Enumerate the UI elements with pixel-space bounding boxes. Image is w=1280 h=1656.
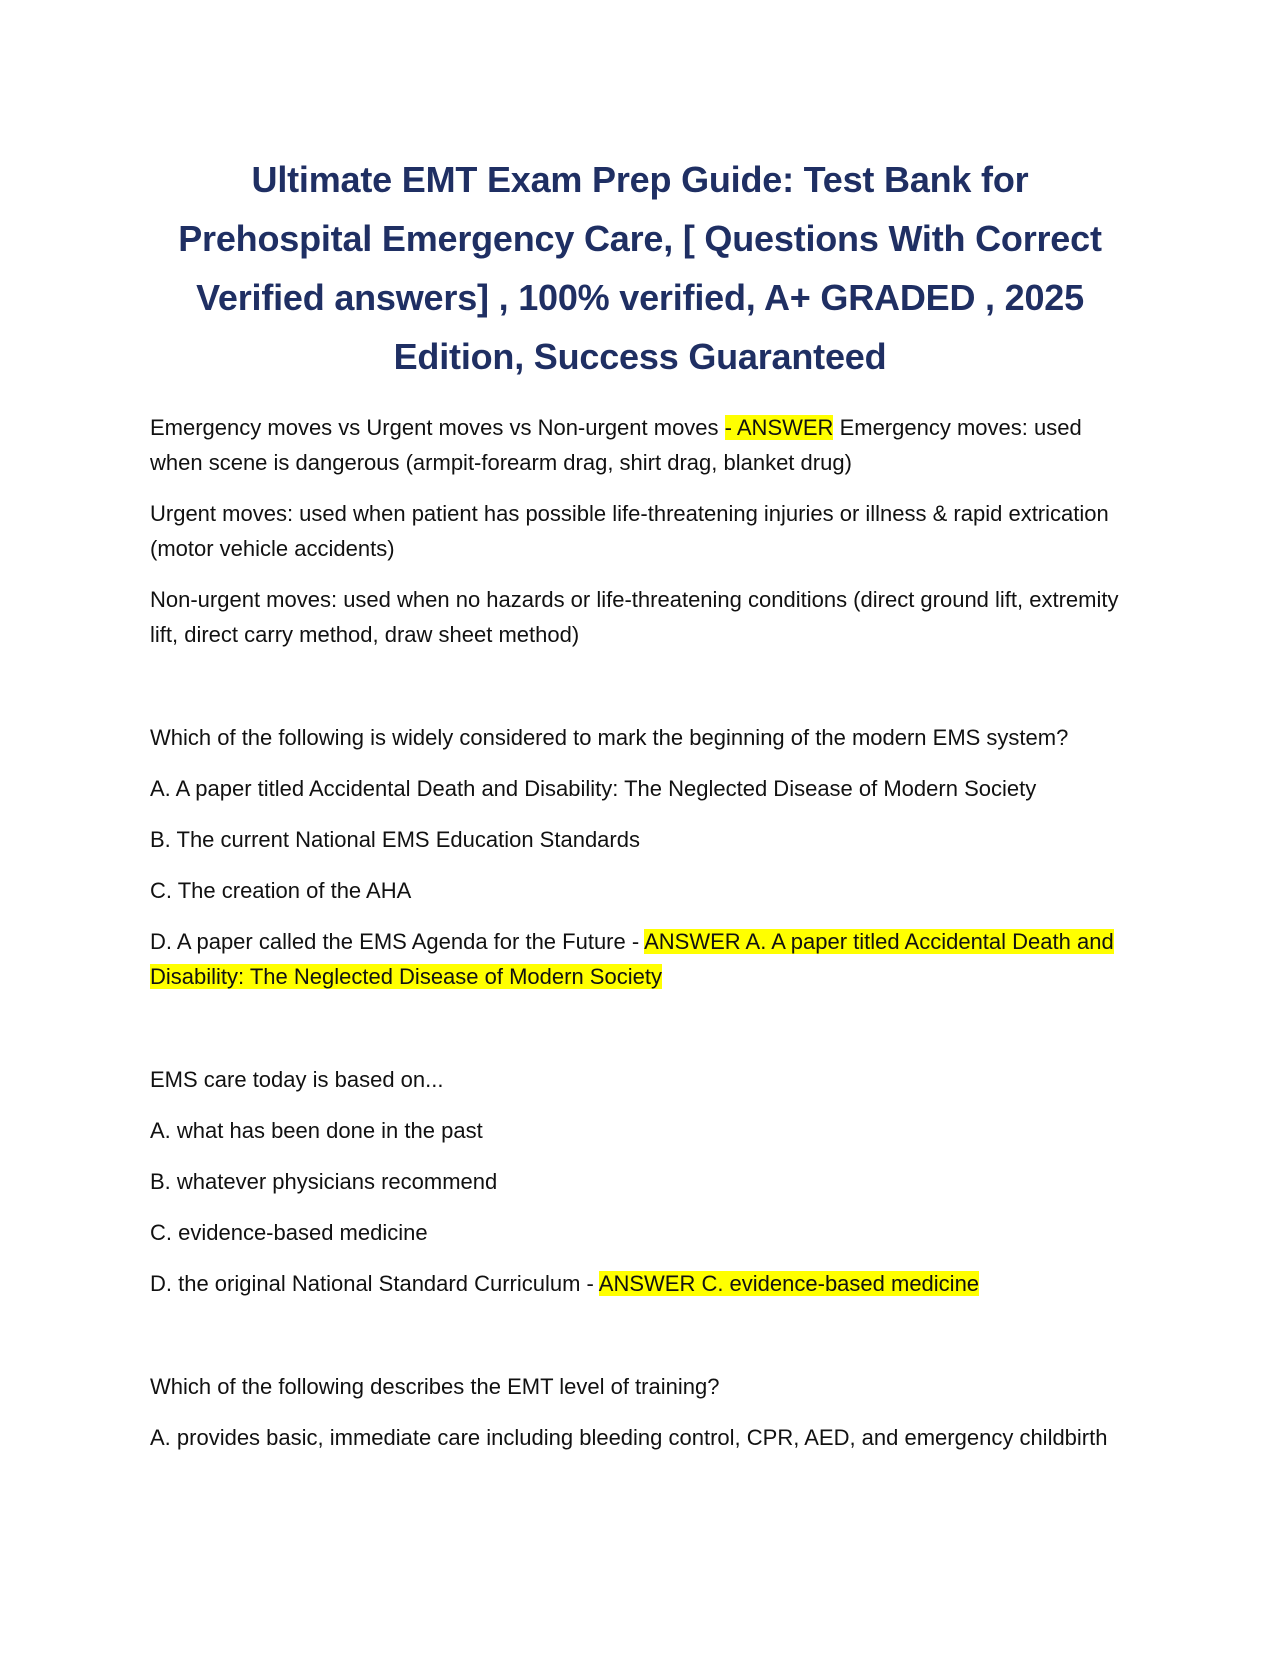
- intro-paragraph-urgent-moves: Urgent moves: used when patient has possible life-threatening injuries or illness & rapid extrication (motor vehicle accidents): [150, 501, 1109, 561]
- question-1-option-c: C. The creation of the AHA: [150, 878, 412, 903]
- question-2-option-a: A. what has been done in the past: [150, 1118, 483, 1143]
- question-1-option-b: B. The current National EMS Education Standards: [150, 827, 640, 852]
- intro-paragraph-non-urgent-moves: Non-urgent moves: used when no hazards or life-threatening conditions (direct ground lift, extremity lift, direct carry method, draw sheet method): [150, 587, 1119, 647]
- question-2: EMS care today is based on...: [150, 1067, 444, 1092]
- spacer: [150, 1010, 1130, 1062]
- question-2-option-d: [150, 1266, 1130, 1301]
- question-1-answer-highlight: ANSWER A. A paper titled Accidental Death and Disability: The Neglected Disease of Modern Society: [150, 929, 1114, 989]
- question-1-option-a: A. A paper titled Accidental Death and Disability: The Neglected Disease of Modern Society: [150, 776, 1037, 801]
- question-3: Which of the following describes the EMT level of training?: [150, 1374, 720, 1399]
- document-page: [150, 150, 1130, 1471]
- question-1: Which of the following is widely considered to mark the beginning of the modern EMS system?: [150, 725, 1069, 750]
- question-2-option-d-text: D. the original National Standard Curriculum -: [150, 1271, 599, 1296]
- answer-highlight: - ANSWER: [724, 415, 834, 440]
- question-1-option-d: [150, 924, 1130, 994]
- question-3-option-a: A. provides basic, immediate care including bleeding control, CPR, AED, and emergency childbirth: [150, 1425, 1108, 1450]
- intro-paragraph-emergency-moves: [150, 410, 1130, 480]
- question-1-option-d-text: D. A paper called the EMS Agenda for the Future -: [150, 929, 645, 954]
- spacer: [150, 668, 1130, 720]
- document-body: [150, 410, 1130, 1455]
- question-2-answer-highlight: ANSWER C. evidence-based medicine: [598, 1271, 980, 1296]
- intro-text-continued: Emergency moves: used when scene is dangerous (armpit-forearm drag, shirt drag, blanket drug): [150, 415, 1082, 475]
- question-2-option-c: C. evidence-based medicine: [150, 1220, 428, 1245]
- spacer: [150, 1317, 1130, 1369]
- intro-text: Emergency moves vs Urgent moves vs Non-urgent moves: [150, 415, 725, 440]
- document-title: Ultimate EMT Exam Prep Guide: Test Bank for Prehospital Emergency Care, [ Questions With Correct Verified answers] , 100% verified, A+ GRADED , 2025 Edition, Success Guaranteed: [178, 159, 1102, 377]
- question-2-option-b: B. whatever physicians recommend: [150, 1169, 498, 1194]
